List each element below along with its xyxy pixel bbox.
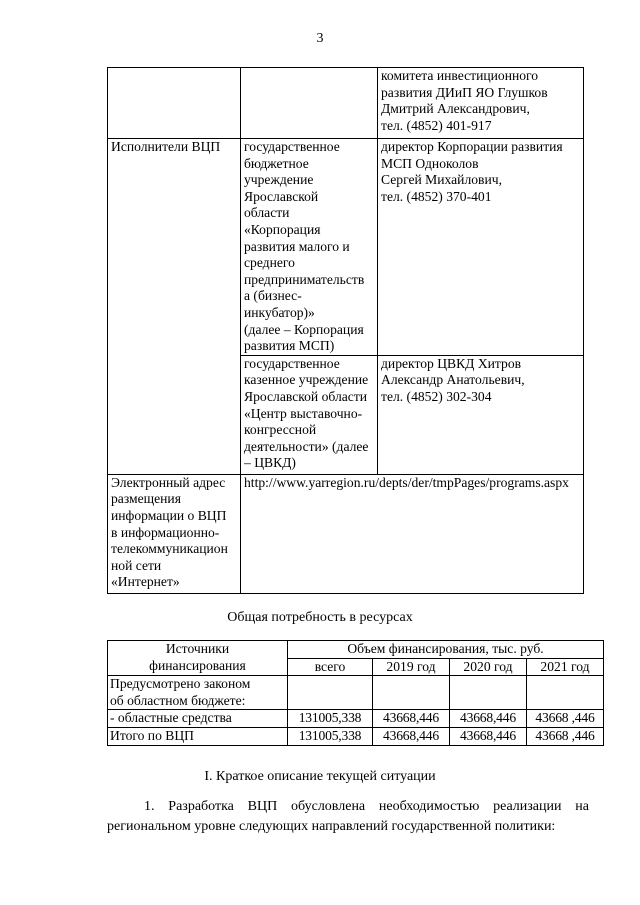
curator-contact-continuation: комитета инвестиционного развития ДИиП ЯО Глушков Дмитрий Александрович, тел. (4852) 401-917 xyxy=(378,68,584,139)
value-2021 xyxy=(527,676,604,710)
row-label: Итого по ВЦП xyxy=(108,727,288,745)
header-sources: Источники финансирования xyxy=(108,641,288,676)
subheader-total: всего xyxy=(288,658,373,676)
value-2020: 43668,446 xyxy=(450,710,527,728)
row-label: Предусмотрено законом об областном бюджете: xyxy=(108,676,288,710)
subheader-2020: 2020 год xyxy=(450,658,527,676)
table-header-row xyxy=(108,641,604,659)
page-number: 3 xyxy=(316,31,324,46)
value-2021: 43668 ,446 xyxy=(527,710,604,728)
table-row xyxy=(108,727,604,745)
program-url-link[interactable]: http://www.yarregion.ru/depts/der/tmpPages/programs.aspx xyxy=(241,474,584,593)
executors-label: Исполнители ВЦП xyxy=(108,139,241,475)
value-2020: 43668,446 xyxy=(450,727,527,745)
value-2019: 43668,446 xyxy=(373,727,450,745)
resources-heading: Общая потребность в ресурсах xyxy=(227,610,413,625)
subheader-2021: 2021 год xyxy=(527,658,604,676)
executor-contact-cvkd: директор ЦВКД Хитров Александр Анатольевич, тел. (4852) 302-304 xyxy=(378,355,584,474)
table-row xyxy=(108,68,584,139)
table-cell-empty xyxy=(241,68,378,139)
value-total: 131005,338 xyxy=(288,710,373,728)
row-label: - областные средства xyxy=(108,710,288,728)
table-row xyxy=(108,676,604,710)
executor-org-msp: государственное бюджетное учреждение Ярославской области «Корпорация развития малого и среднего предпринимательств а (бизнес- инкубатор)» (далее – Корпорация развития МСП) xyxy=(241,139,378,356)
executor-contact-msp: директор Корпорации развития МСП Одноколов Сергей Михайлович, тел. (4852) 370-401 xyxy=(378,139,584,356)
executor-org-cvkd: государственное казенное учреждение Ярославской области «Центр выставочно- конгрессной деятельности» (далее – ЦВКД) xyxy=(241,355,378,474)
value-2019: 43668,446 xyxy=(373,710,450,728)
subheader-2019: 2019 год xyxy=(373,658,450,676)
section-heading: I. Краткое описание текущей ситуации xyxy=(204,769,436,784)
funding-table xyxy=(107,640,604,746)
value-total xyxy=(288,676,373,710)
value-total: 131005,338 xyxy=(288,727,373,745)
body-paragraph: 1. Разработка ВЦП обусловлена необходимостью реализации на региональном уровне следующих направлений государственной политики: xyxy=(107,799,589,834)
value-2020 xyxy=(450,676,527,710)
table-row xyxy=(108,710,604,728)
program-info-table xyxy=(107,67,584,594)
value-2021: 43668 ,446 xyxy=(527,727,604,745)
header-volume: Объем финансирования, тыс. руб. xyxy=(288,641,604,659)
table-row xyxy=(108,474,584,593)
table-cell-empty xyxy=(108,68,241,139)
value-2019 xyxy=(373,676,450,710)
web-address-label: Электронный адрес размещения информации о ВЦП в информационно- телекоммуникацион ной сети «Интернет» xyxy=(108,474,241,593)
table-row xyxy=(108,139,584,356)
